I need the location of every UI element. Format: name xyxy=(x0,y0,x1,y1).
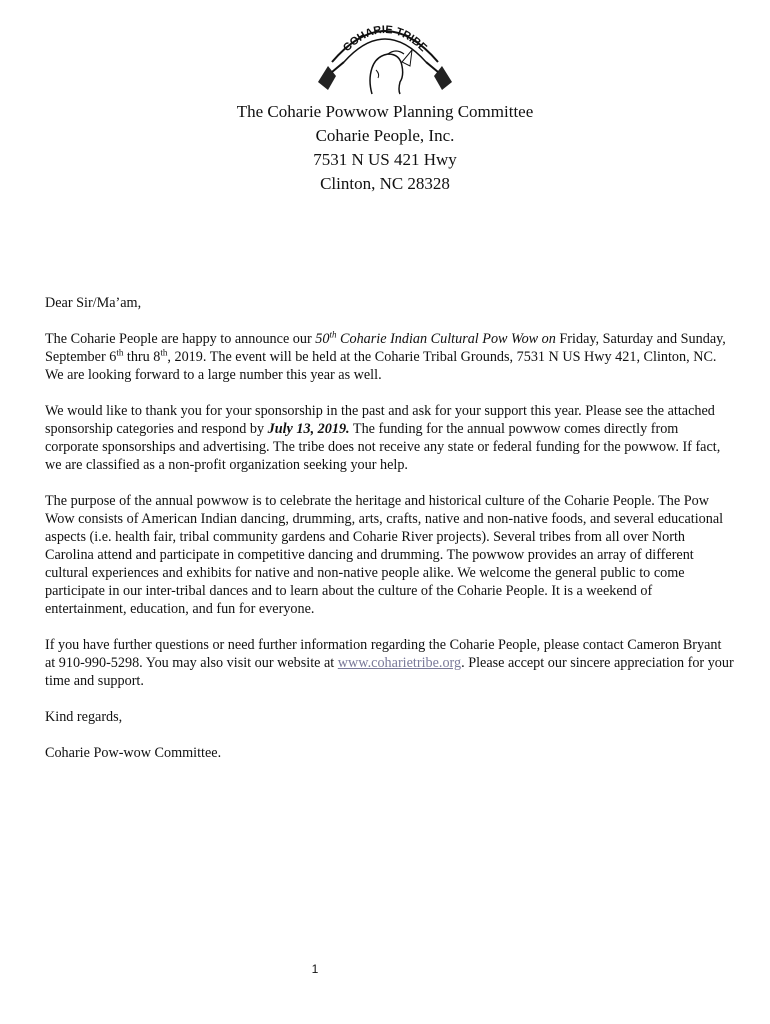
superscript: th xyxy=(116,347,124,358)
letterhead xyxy=(0,100,770,196)
website-link[interactable]: www.coharietribe.org xyxy=(337,655,462,671)
paragraph-sponsorship xyxy=(45,402,735,474)
signature: Coharie Pow-wow Committee. xyxy=(45,745,222,761)
organization-name: Coharie People, Inc. xyxy=(315,126,455,145)
superscript: th xyxy=(329,329,337,340)
paragraph-purpose: The purpose of the annual powwow is to celebrate the heritage and historical culture of the Coharie People. The Pow Wow consists of American Indian dancing, drumming, arts, crafts, native and non-native foods, and several educational aspects (i.e. health fair, tribal community gardens and Coharie River projects). Several tribes from all over North Carolina attend and participate in competitive dancing and drumming. The powwow provides an array of different cultural experiences and exhibits for native and non-native people alike. We welcome the general public to come participate in our inter-tribal dances and to learn about the culture of the Coharie People. It is a weekend of entertainment, education, and fun for everyone. xyxy=(45,493,724,617)
logo-text: COHARIE TRIBE xyxy=(341,23,429,55)
city-state-zip: Clinton, NC 28328 xyxy=(320,174,450,193)
salutation: Dear Sir/Ma’am, xyxy=(45,295,142,311)
text: The funding for the annual powwow comes directly from corporate sponsorships and advertising. The tribe does not receive any state or federal funding for the powwow. If fact, we are classified as a non-profit organization seeking your help. xyxy=(45,421,721,473)
text: 50 xyxy=(315,331,330,347)
text: Friday, Saturday and Sunday, September 6 xyxy=(45,331,726,365)
paragraph-announcement xyxy=(45,330,735,384)
paragraph-contact xyxy=(45,636,735,690)
superscript: th xyxy=(160,347,168,358)
coharie-tribe-logo xyxy=(314,10,456,96)
text: If you have further questions or need further information regarding the Coharie People, please contact Cameron Bryant at 910-990-5298. You may also visit our website at xyxy=(45,637,722,671)
committee-name: The Coharie Powwow Planning Committee xyxy=(236,102,534,121)
text: , 2019. The event will be held at the Coharie Tribal Grounds, 7531 N US Hwy 421, Clinton, NC. We are looking forward to a large number this year as well. xyxy=(45,349,717,383)
street-address: 7531 N US 421 Hwy xyxy=(313,150,457,169)
text: The Coharie People are happy to announce our xyxy=(45,331,316,347)
text: thru 8 xyxy=(123,349,161,365)
text: . Please accept our sincere appreciation for your time and support. xyxy=(45,655,734,689)
page-number: 1 xyxy=(311,962,319,976)
event-name: Coharie Indian Cultural Pow Wow on xyxy=(336,331,556,347)
response-date: July 13, 2019. xyxy=(267,421,350,437)
text: We would like to thank you for your sponsorship in the past and ask for your support this year. Please see the attached sponsorship categories and respond by xyxy=(45,403,715,437)
letter-body xyxy=(45,294,735,780)
closing: Kind regards, xyxy=(45,709,123,725)
